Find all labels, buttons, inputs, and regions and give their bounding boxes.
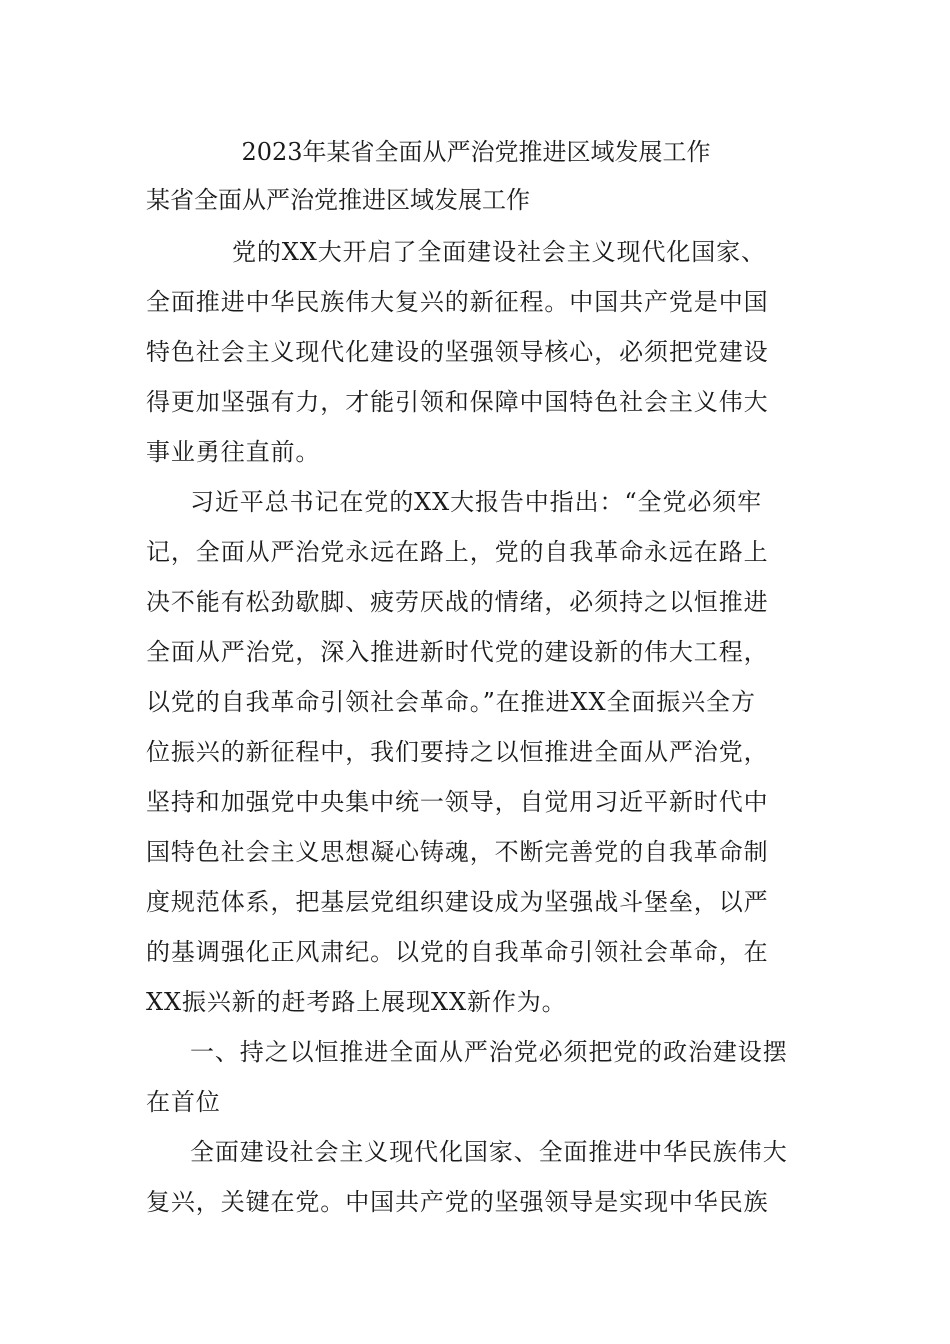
paragraph-2-line-4: 全面从严治党，深入推进新时代党的建设新的伟大工程，: [146, 638, 769, 666]
paragraph-1-line-1: 党的XX大开启了全面建设社会主义现代化国家、: [232, 238, 766, 266]
paragraph-3-line-2: 复兴，关键在党。中国共产党的坚强领导是实现中华民族: [146, 1188, 769, 1216]
paragraph-2-line-9: 度规范体系，把基层党组织建设成为坚强战斗堡垒，以严: [146, 888, 769, 916]
paragraph-2-line-6: 位振兴的新征程中，我们要持之以恒推进全面从严治党，: [146, 738, 769, 766]
paragraph-2-line-5: 以党的自我革命引领社会革命。”在推进XX全面振兴全方: [146, 688, 756, 716]
section-heading-line-2: 在首位: [146, 1088, 221, 1116]
paragraph-2-line-7: 坚持和加强党中央集中统一领导，自觉用习近平新时代中: [146, 788, 769, 816]
document-subtitle: 某省全面从严治党推进区域发展工作: [146, 186, 530, 214]
paragraph-2-line-2: 记，全面从严治党永远在路上，党的自我革命永远在路上: [146, 538, 769, 566]
paragraph-3-line-1: 全面建设社会主义现代化国家、全面推进中华民族伟大: [190, 1138, 788, 1166]
paragraph-2-line-3: 决不能有松劲歇脚、疲劳厌战的情绪，必须持之以恒推进: [146, 588, 769, 616]
paragraph-2-line-8: 国特色社会主义思想凝心铸魂，不断完善党的自我革命制: [146, 838, 769, 866]
section-heading-line-1: 一、持之以恒推进全面从严治党必须把党的政治建设摆: [190, 1038, 788, 1066]
paragraph-2-line-11: XX振兴新的赶考路上展现XX新作为。: [146, 988, 567, 1016]
paragraph-1-line-4: 得更加坚强有力，才能引领和保障中国特色社会主义伟大: [146, 388, 769, 416]
document-title: 2023年某省全面从严治党推进区域发展工作: [241, 138, 711, 166]
paragraph-2-line-10: 的基调强化正风肃纪。以党的自我革命引领社会革命，在: [146, 938, 769, 966]
paragraph-2-line-1: 习近平总书记在党的XX大报告中指出：“全党必须牢: [190, 488, 763, 516]
paragraph-1-line-2: 全面推进中华民族伟大复兴的新征程。中国共产党是中国: [146, 288, 769, 316]
paragraph-1-line-5: 事业勇往直前。: [146, 438, 321, 466]
paragraph-1-line-3: 特色社会主义现代化建设的坚强领导核心，必须把党建设: [146, 338, 769, 366]
